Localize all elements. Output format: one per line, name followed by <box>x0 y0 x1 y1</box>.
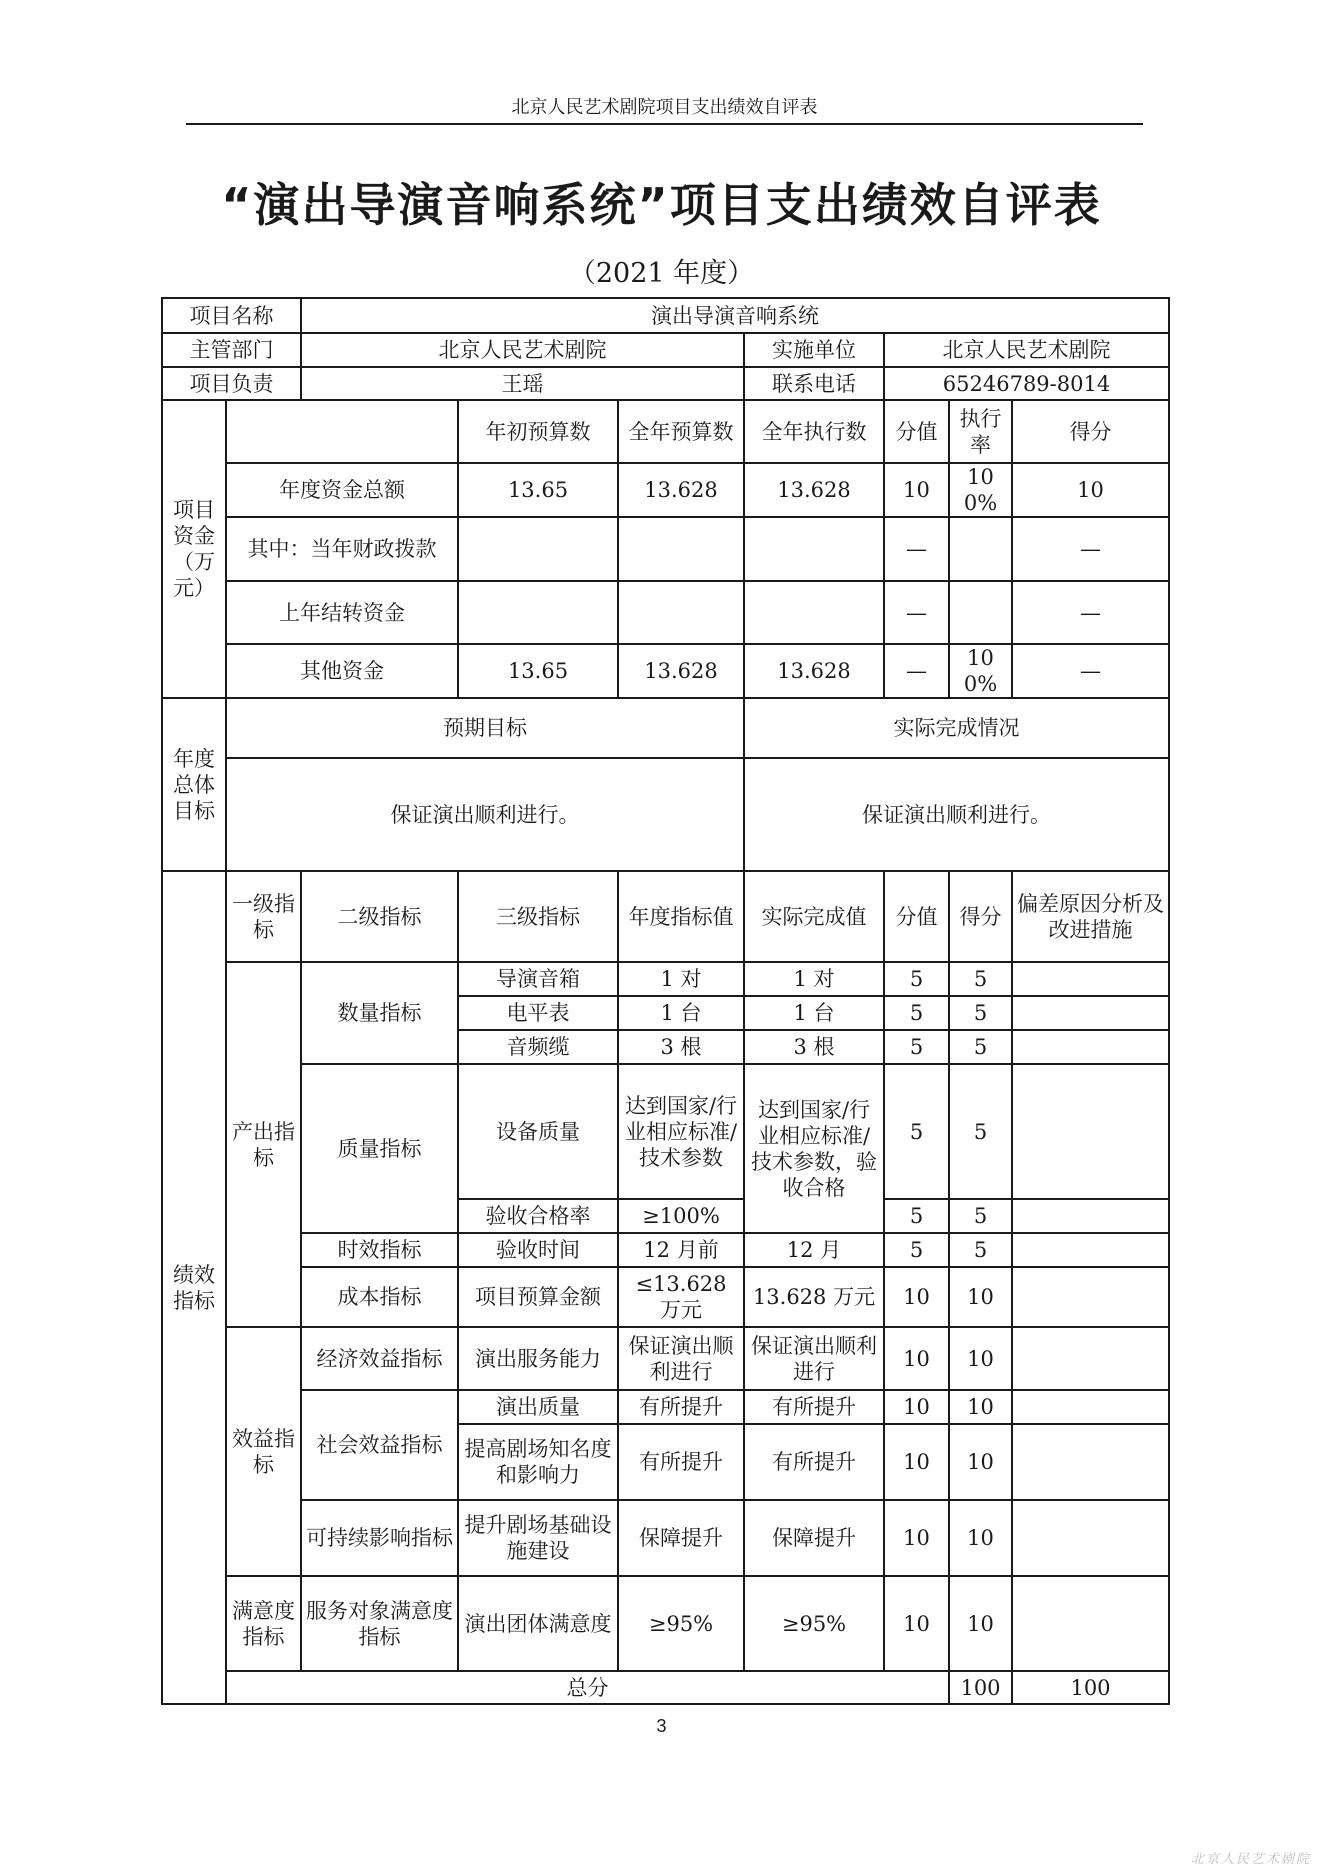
deviation-cell <box>1012 962 1169 996</box>
score-cell: 5 <box>949 1233 1012 1267</box>
project-name-row <box>162 298 1169 333</box>
score-cell: 10 <box>949 1424 1012 1500</box>
dept-value: 北京人民艺术剧院 <box>301 333 744 367</box>
owner-label: 项目负责 <box>162 367 301 400</box>
funds-initial: 13.65 <box>458 644 618 698</box>
total-row <box>162 1671 1169 1704</box>
actual-cell: 保证演出顺利进行 <box>744 1327 884 1390</box>
score-cell: 5 <box>949 962 1012 996</box>
funds-executed: 13.628 <box>744 644 884 698</box>
target-cell: 达到国家/行业相应标准/技术参数 <box>618 1064 744 1199</box>
actual-cell: 12 月 <box>744 1233 884 1267</box>
level2-cell: 数量指标 <box>301 962 458 1064</box>
weight-cell: 10 <box>884 1390 949 1424</box>
funds-executed <box>744 581 884 644</box>
score-cell: 10 <box>949 1500 1012 1576</box>
weight-cell: 5 <box>884 996 949 1030</box>
header-rule <box>186 123 1143 125</box>
actual-cell: 有所提升 <box>744 1424 884 1500</box>
score-cell: 5 <box>949 996 1012 1030</box>
weight-cell: 10 <box>884 1327 949 1390</box>
actual-cell: 保障提升 <box>744 1500 884 1576</box>
funds-score: — <box>1012 644 1169 698</box>
deviation-cell <box>1012 1267 1169 1327</box>
funds-executed: 13.628 <box>744 463 884 517</box>
actual-cell: 3 根 <box>744 1030 884 1064</box>
funds-initial <box>458 517 618 581</box>
target-cell: ≥95% <box>618 1576 744 1671</box>
owner-row <box>162 367 1169 400</box>
page-number: 3 <box>656 1716 667 1736</box>
weight-cell: 5 <box>884 1233 949 1267</box>
deviation-cell <box>1012 1233 1169 1267</box>
level2-header: 二级指标 <box>301 871 458 962</box>
level3-header: 三级指标 <box>458 871 618 962</box>
deviation-cell <box>1012 1424 1169 1500</box>
indicator-row <box>162 1233 1169 1267</box>
deviation-cell <box>1012 1327 1169 1390</box>
impl-unit-value: 北京人民艺术剧院 <box>884 333 1169 367</box>
impl-unit-label: 实施单位 <box>744 333 884 367</box>
weight-cell: 10 <box>884 1576 949 1671</box>
project-name-value: 演出导演音响系统 <box>301 298 1169 333</box>
actual-cell: ≥95% <box>744 1576 884 1671</box>
level2-cell: 经济效益指标 <box>301 1327 458 1390</box>
actual-cell: 1 台 <box>744 996 884 1030</box>
indicator-row <box>162 962 1169 996</box>
dept-label: 主管部门 <box>162 333 301 367</box>
project-name-label: 项目名称 <box>162 298 301 333</box>
total-weight: 100 <box>949 1671 1012 1704</box>
weight-cell: 5 <box>884 1199 949 1233</box>
weight-header: 分值 <box>884 871 949 962</box>
weight-cell: 10 <box>884 1424 949 1500</box>
level3-cell: 演出团体满意度 <box>458 1576 618 1671</box>
total-label: 总分 <box>226 1671 949 1704</box>
target-cell: 1 台 <box>618 996 744 1030</box>
indicator-row <box>162 1064 1169 1199</box>
goals-header-row <box>162 698 1169 758</box>
indicator-header-row <box>162 871 1169 962</box>
funds-row <box>162 517 1169 581</box>
actual-status-header: 实际完成情况 <box>744 698 1169 758</box>
funds-initial <box>458 581 618 644</box>
running-header: 北京人民艺术剧院项目支出绩效自评表 <box>511 97 818 118</box>
target-cell: 3 根 <box>618 1030 744 1064</box>
funds-row <box>162 644 1169 698</box>
executed-header: 全年执行数 <box>744 400 884 463</box>
dept-row <box>162 333 1169 367</box>
evaluation-table <box>161 297 1170 1705</box>
target-cell: ≥100% <box>618 1199 744 1233</box>
expected-goal-header: 预期目标 <box>226 698 744 758</box>
actual-cell: 有所提升 <box>744 1390 884 1424</box>
target-header: 年度指标值 <box>618 871 744 962</box>
annual-budget-header: 全年预算数 <box>618 400 744 463</box>
funds-score: — <box>1012 581 1169 644</box>
score-header: 得分 <box>949 871 1012 962</box>
phone-value: 65246789-8014 <box>884 367 1169 400</box>
deviation-cell <box>1012 1500 1169 1576</box>
funds-annual: 13.628 <box>618 463 744 517</box>
funds-score: — <box>1012 517 1169 581</box>
target-cell: 保障提升 <box>618 1500 744 1576</box>
deviation-cell <box>1012 1199 1169 1233</box>
initial-budget-header: 年初预算数 <box>458 400 618 463</box>
report-year: （2021 年度） <box>568 258 755 289</box>
funds-rate: 100% <box>949 463 1012 517</box>
score-cell: 5 <box>949 1030 1012 1064</box>
funds-executed <box>744 517 884 581</box>
watermark-stamp: 北京人民艺术剧院 <box>1190 1852 1311 1867</box>
level1-header: 一级指标 <box>226 871 301 962</box>
level2-cell: 可持续影响指标 <box>301 1500 458 1576</box>
level3-cell: 设备质量 <box>458 1064 618 1199</box>
level3-cell: 电平表 <box>458 996 618 1030</box>
funds-row-label: 其中：当年财政拨款 <box>226 517 458 581</box>
funds-annual: 13.628 <box>618 644 744 698</box>
satisfaction-group-label: 满意度指标 <box>226 1576 301 1671</box>
weight-cell: 5 <box>884 1064 949 1199</box>
level3-cell: 音频缆 <box>458 1030 618 1064</box>
funds-initial: 13.65 <box>458 463 618 517</box>
score-cell: 5 <box>949 1064 1012 1199</box>
actual-cell: 达到国家/行业相应标准/技术参数，验收合格 <box>744 1064 884 1233</box>
target-cell: 有所提升 <box>618 1424 744 1500</box>
goals-section-label: 年度总体目标 <box>162 698 226 871</box>
funds-annual <box>618 581 744 644</box>
weight-cell: 5 <box>884 1030 949 1064</box>
indicator-row <box>162 1327 1169 1390</box>
funds-rate <box>949 581 1012 644</box>
indicator-row <box>162 1576 1169 1671</box>
funds-row <box>162 463 1169 517</box>
funds-row-label: 上年结转资金 <box>226 581 458 644</box>
target-cell: 保证演出顺利进行 <box>618 1327 744 1390</box>
deviation-cell <box>1012 1030 1169 1064</box>
page-title: “演出导演音响系统”项目支出绩效自评表 <box>221 178 1102 232</box>
indicators-section-label: 绩效指标 <box>162 871 226 1704</box>
actual-status-text: 保证演出顺利进行。 <box>744 758 1169 871</box>
phone-label: 联系电话 <box>744 367 884 400</box>
funds-rate <box>949 517 1012 581</box>
level2-cell: 成本指标 <box>301 1267 458 1327</box>
level3-cell: 演出服务能力 <box>458 1327 618 1390</box>
goals-content-row <box>162 758 1169 871</box>
indicator-row <box>162 1267 1169 1327</box>
level3-cell: 提升剧场基础设施建设 <box>458 1500 618 1576</box>
target-cell: ≤13.628 万元 <box>618 1267 744 1327</box>
level3-cell: 验收合格率 <box>458 1199 618 1233</box>
funds-rate: 100% <box>949 644 1012 698</box>
benefit-group-label: 效益指标 <box>226 1327 301 1576</box>
funds-header-row <box>162 400 1169 463</box>
funds-weight: — <box>884 517 949 581</box>
funds-annual <box>618 517 744 581</box>
score-header: 得分 <box>1012 400 1169 463</box>
score-cell: 5 <box>949 1199 1012 1233</box>
level2-cell: 社会效益指标 <box>301 1390 458 1500</box>
funds-weight: — <box>884 644 949 698</box>
level3-cell: 导演音箱 <box>458 962 618 996</box>
owner-value: 王瑶 <box>301 367 744 400</box>
level3-cell: 演出质量 <box>458 1390 618 1424</box>
score-cell: 10 <box>949 1267 1012 1327</box>
level3-cell: 验收时间 <box>458 1233 618 1267</box>
deviation-cell <box>1012 1390 1169 1424</box>
actual-cell: 1 对 <box>744 962 884 996</box>
rate-header: 执行率 <box>949 400 1012 463</box>
level2-cell: 服务对象满意度指标 <box>301 1576 458 1671</box>
deviation-cell <box>1012 1064 1169 1199</box>
level3-cell: 项目预算金额 <box>458 1267 618 1327</box>
deviation-cell <box>1012 996 1169 1030</box>
funds-header-blank <box>226 400 458 463</box>
funds-section-label: 项目资金（万元） <box>162 400 226 698</box>
funds-score: 10 <box>1012 463 1169 517</box>
score-cell: 10 <box>949 1390 1012 1424</box>
weight-cell: 5 <box>884 962 949 996</box>
indicator-row <box>162 1390 1169 1424</box>
target-cell: 1 对 <box>618 962 744 996</box>
score-cell: 10 <box>949 1327 1012 1390</box>
actual-header: 实际完成值 <box>744 871 884 962</box>
output-group-label: 产出指标 <box>226 962 301 1327</box>
weight-cell: 10 <box>884 1267 949 1327</box>
funds-row-label: 其他资金 <box>226 644 458 698</box>
funds-weight: — <box>884 581 949 644</box>
total-score: 100 <box>1012 1671 1169 1704</box>
funds-row-label: 年度资金总额 <box>226 463 458 517</box>
deviation-cell <box>1012 1576 1169 1671</box>
funds-weight: 10 <box>884 463 949 517</box>
level2-cell: 质量指标 <box>301 1064 458 1233</box>
deviation-header: 偏差原因分析及改进措施 <box>1012 871 1169 962</box>
expected-goal-text: 保证演出顺利进行。 <box>226 758 744 871</box>
weight-cell: 10 <box>884 1500 949 1576</box>
target-cell: 有所提升 <box>618 1390 744 1424</box>
indicator-row <box>162 1500 1169 1576</box>
weight-header: 分值 <box>884 400 949 463</box>
funds-row <box>162 581 1169 644</box>
level2-cell: 时效指标 <box>301 1233 458 1267</box>
target-cell: 12 月前 <box>618 1233 744 1267</box>
level3-cell: 提高剧场知名度和影响力 <box>458 1424 618 1500</box>
actual-cell: 13.628 万元 <box>744 1267 884 1327</box>
score-cell: 10 <box>949 1576 1012 1671</box>
